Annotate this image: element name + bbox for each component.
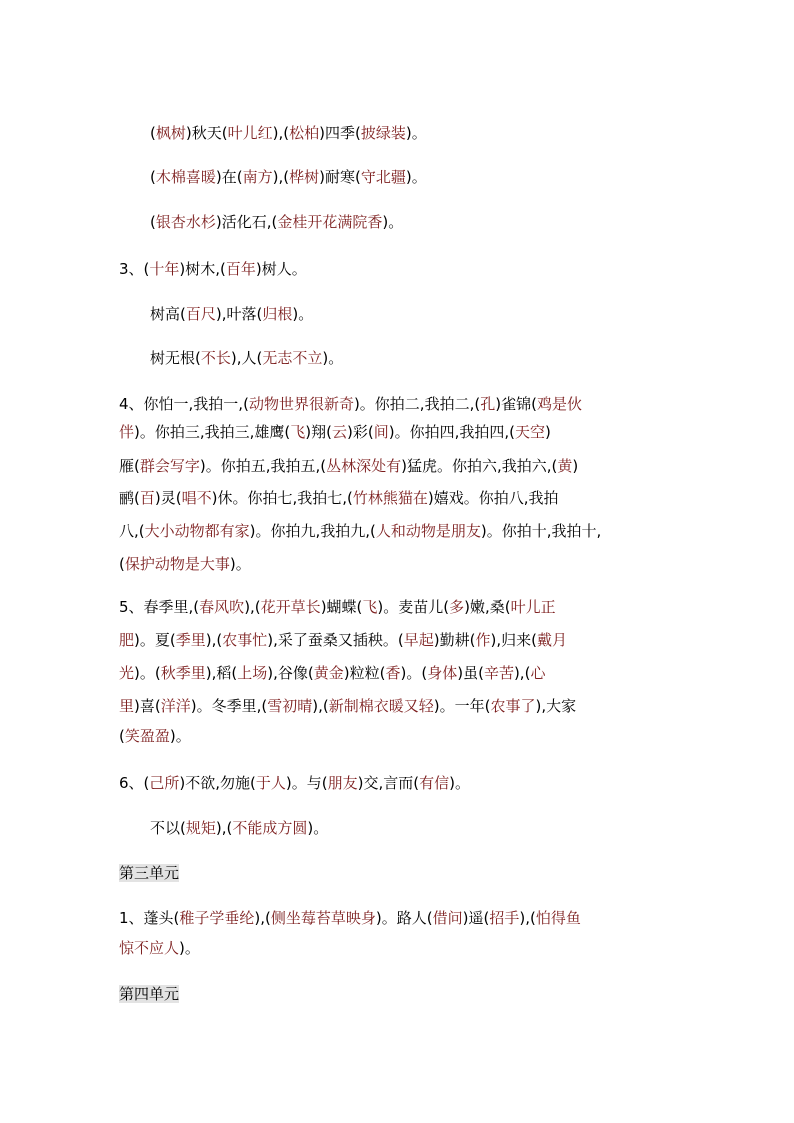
section-heading-text: 第四单元 [119, 985, 180, 1003]
body-text: )灵( [154, 489, 182, 507]
answer-text: 新制棉衣暖又轻 [328, 697, 434, 715]
item-3-line-3 [150, 347, 343, 369]
body-text: )。你拍二,我拍二,( [353, 395, 481, 413]
unit-3-item-1-line-2 [119, 937, 200, 959]
answer-text: 秋季里 [160, 664, 206, 682]
body-text: ),( [244, 598, 261, 616]
body-text: )。 [179, 939, 200, 957]
body-text: )雀锦( [495, 395, 537, 413]
answer-text: 稚子学垂纶 [179, 909, 255, 927]
body-text: )。 [405, 168, 427, 186]
body-text: ) [545, 423, 551, 441]
answer-text: 黄 [557, 457, 573, 475]
body-text: ),( [513, 664, 531, 682]
answer-text: 百 [139, 489, 155, 507]
line-3 [150, 211, 403, 233]
body-text: ( [119, 727, 125, 745]
body-text: )。 [292, 305, 314, 323]
item-6-line-1 [119, 772, 470, 794]
body-text: )嬉戏。你拍八,我拍 [427, 489, 559, 507]
item-3-line-2 [150, 303, 313, 325]
body-text: )。( [134, 664, 161, 682]
answer-text: 有信 [419, 774, 450, 792]
answer-text: 飞 [362, 598, 378, 616]
item-4-line-2 [119, 421, 551, 443]
body-text: ) [572, 457, 579, 475]
body-text: )。 [229, 555, 251, 573]
item-4-line-6 [119, 553, 251, 575]
body-text: )喜( [134, 697, 161, 715]
answer-text: 大小动物都有家 [144, 522, 250, 540]
answer-text: 丛林深处有 [326, 457, 402, 475]
body-text: )。( [400, 664, 428, 682]
body-text: ),稻( [205, 664, 238, 682]
body-text: )。 [382, 213, 404, 231]
answer-text: 人和动物是朋友 [375, 522, 481, 540]
body-text: ),( [519, 909, 536, 927]
body-text: )。夏( [134, 631, 176, 649]
body-text: )秋天( [185, 124, 228, 142]
body-text: )猛虎。你拍六,我拍六,( [401, 457, 558, 475]
body-text: )。 [307, 819, 329, 837]
item-6-line-2 [150, 817, 328, 839]
answer-text: 农事忙 [222, 631, 268, 649]
answer-text: 天空 [515, 423, 546, 441]
answer-text: 银杏水杉 [155, 213, 216, 231]
body-text: )。路人( [375, 909, 433, 927]
body-text: ),( [215, 819, 233, 837]
body-text: 不以( [150, 819, 186, 837]
item-5-line-3 [119, 662, 545, 684]
answer-text: 季里 [175, 631, 206, 649]
unit-3-item-1-line-1 [119, 907, 581, 929]
body-text: ),( [312, 697, 329, 715]
answer-text: 保护动物是大事 [124, 555, 230, 573]
answer-text: 百尺 [185, 305, 216, 323]
body-text: )。冬季里,( [190, 697, 268, 715]
body-text: ),人( [230, 349, 263, 367]
answer-text: 间 [373, 423, 389, 441]
body-text: ),( [272, 124, 290, 142]
body-text: )勤耕( [433, 631, 476, 649]
answer-text: 己所 [149, 774, 180, 792]
answer-text: 朋友 [327, 774, 358, 792]
item-4-line-4 [119, 487, 559, 509]
answer-text: 里 [119, 697, 135, 715]
answer-text: 叶儿正 [510, 598, 556, 616]
body-text: 4、你怕一,我拍一,( [119, 395, 249, 413]
body-text: ),叶落( [215, 305, 263, 323]
answer-text: 多 [449, 598, 465, 616]
answer-text: 披绿装 [360, 124, 406, 142]
body-text: )蝴蝶( [320, 598, 363, 616]
body-text: ( [150, 168, 156, 186]
line-1 [150, 122, 427, 144]
answer-text: 动物世界很新奇 [248, 395, 354, 413]
answer-text: 唱不 [181, 489, 212, 507]
answer-text: 竹林熊猫在 [352, 489, 428, 507]
answer-text: 农事了 [490, 697, 536, 715]
answer-text: 笑盈盈 [124, 727, 170, 745]
answer-text: 无志不立 [262, 349, 323, 367]
body-text: )虽( [457, 664, 484, 682]
answer-text: 肥 [119, 631, 135, 649]
line-2 [150, 166, 427, 188]
answer-text: 借问 [432, 909, 463, 927]
answer-text: 归根 [262, 305, 293, 323]
body-text: )在( [215, 168, 243, 186]
item-5-line-2 [119, 629, 567, 651]
answer-text: 孔 [480, 395, 496, 413]
body-text: 5、春季里,( [119, 598, 200, 616]
answer-text: 不能成方圆 [232, 819, 308, 837]
item-5-line-1 [119, 596, 556, 618]
item-5-line-5 [119, 725, 191, 747]
body-text: 八,( [119, 522, 145, 540]
body-text: )。 [405, 124, 427, 142]
answer-text: 辛苦 [483, 664, 514, 682]
answer-text: 招手 [489, 909, 520, 927]
body-text: ),大家 [535, 697, 577, 715]
body-text: )遥( [462, 909, 490, 927]
body-text: ),谷像( [267, 664, 314, 682]
body-text: 3、( [119, 260, 150, 278]
body-text: )彩( [347, 423, 374, 441]
answer-text: 松柏 [289, 124, 320, 142]
answer-text: 戴月 [536, 631, 567, 649]
body-text: ),归来( [490, 631, 537, 649]
body-text: ),( [205, 631, 223, 649]
answer-text: 十年 [149, 260, 180, 278]
item-4-line-5 [119, 520, 601, 542]
section-heading-unit-4 [119, 983, 179, 1005]
section-heading-text: 第三单元 [119, 864, 180, 882]
body-text: 雁( [119, 457, 140, 475]
answer-text: 心 [530, 664, 546, 682]
body-text: )。你拍四,我拍四,( [388, 423, 515, 441]
body-text: 树高( [150, 305, 186, 323]
body-text: )。你拍十,我拍十, [480, 522, 602, 540]
body-text: ( [119, 555, 125, 573]
answer-text: 守北疆 [360, 168, 406, 186]
answer-text: 飞 [290, 423, 306, 441]
body-text: )翔( [305, 423, 332, 441]
body-text: )四季( [319, 124, 361, 142]
body-text: )休。你拍七,我拍七,( [211, 489, 353, 507]
answer-text: 规矩 [185, 819, 216, 837]
answer-text: 光 [119, 664, 135, 682]
body-text: 鹂( [119, 489, 140, 507]
body-text: )。 [169, 727, 191, 745]
answer-text: 作 [475, 631, 491, 649]
body-text: )粒粒( [343, 664, 386, 682]
body-text: )。与( [285, 774, 328, 792]
answer-text: 金桂开花满院香 [277, 213, 383, 231]
body-text: )。一年( [433, 697, 491, 715]
answer-text: 桦树 [289, 168, 320, 186]
section-heading-unit-3 [119, 862, 179, 884]
answer-text: 侧坐莓苔草映身 [270, 909, 376, 927]
body-text: )活化石,( [215, 213, 278, 231]
answer-text: 黄金 [313, 664, 344, 682]
body-text: )。你拍五,我拍五,( [199, 457, 327, 475]
answer-text: 怕得鱼 [535, 909, 581, 927]
body-text: )交,言而( [357, 774, 420, 792]
answer-text: 身体 [427, 664, 458, 682]
body-text: )。 [449, 774, 471, 792]
body-text: )树人。 [255, 260, 307, 278]
answer-text: 惊不应人 [119, 939, 180, 957]
body-text: )。你拍三,我拍三,雄鹰( [134, 423, 291, 441]
answer-text: 洋洋 [160, 697, 191, 715]
answer-text: 云 [332, 423, 348, 441]
answer-text: 伴 [119, 423, 135, 441]
answer-text: 叶儿红 [227, 124, 273, 142]
body-text: ( [150, 124, 156, 142]
body-text: )不欲,勿施( [179, 774, 256, 792]
body-text: )。 [322, 349, 344, 367]
body-text: 树无根( [150, 349, 201, 367]
body-text: )树木,( [179, 260, 226, 278]
answer-text: 花开草长 [260, 598, 321, 616]
answer-text: 雪初晴 [267, 697, 313, 715]
item-4-line-3 [119, 455, 578, 477]
answer-text: 木棉喜暖 [155, 168, 216, 186]
body-text: ( [150, 213, 156, 231]
body-text: ),( [254, 909, 271, 927]
body-text: 6、( [119, 774, 150, 792]
answer-text: 枫树 [155, 124, 186, 142]
answer-text: 于人 [255, 774, 286, 792]
answer-text: 南方 [242, 168, 273, 186]
item-3-line-1 [119, 258, 307, 280]
answer-text: 早起 [403, 631, 434, 649]
body-text: )嫩,桑( [464, 598, 511, 616]
answer-text: 春风吹 [199, 598, 245, 616]
body-text: )耐寒( [319, 168, 361, 186]
answer-text: 香 [385, 664, 401, 682]
answer-text: 群会写字 [139, 457, 200, 475]
answer-text: 百年 [225, 260, 256, 278]
answer-text: 鸡是伙 [536, 395, 582, 413]
answer-text: 不长 [200, 349, 231, 367]
body-text: ),( [272, 168, 290, 186]
answer-text: 上场 [237, 664, 268, 682]
body-text: ),采了蚕桑又插秧。( [267, 631, 404, 649]
item-4-line-1 [119, 393, 582, 415]
body-text: 1、蓬头( [119, 909, 180, 927]
body-text: )。麦苗儿( [377, 598, 450, 616]
body-text: )。你拍九,我拍九,( [249, 522, 376, 540]
item-5-line-4 [119, 695, 576, 717]
